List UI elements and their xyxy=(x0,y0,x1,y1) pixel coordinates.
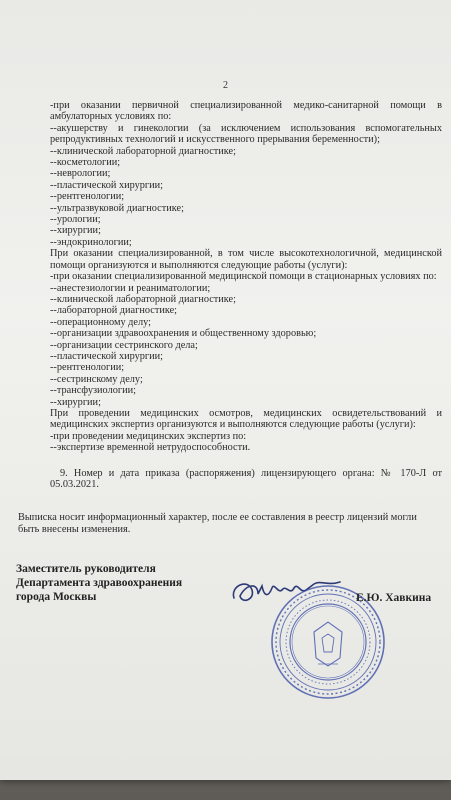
text-line: При проведении медицинских осмотров, медицинских освидетельствований и медицинских экспертиз организуются и выполняются следующие работы (услуги): xyxy=(50,407,442,431)
text-line: --клинической лабораторной диагностике; xyxy=(50,293,236,305)
text-line: --неврологии; xyxy=(50,168,111,180)
text-line: --сестринскому делу; xyxy=(50,373,143,385)
signatory-title-line: Заместитель руководителя xyxy=(16,563,156,575)
text-line: --организации сестринского дела; xyxy=(50,339,198,351)
text-line: --трансфузиологии; xyxy=(50,385,136,397)
text-line: --организации здравоохранения и общественному здоровью; xyxy=(50,328,317,340)
page-number: 2 xyxy=(223,80,228,91)
text-line: --рентгенологии; xyxy=(50,362,125,374)
document-body xyxy=(50,100,442,490)
signatory-title-line: города Москвы xyxy=(16,591,97,603)
text-line: --хирургии; xyxy=(50,396,101,408)
text-line: -при проведении медицинских экспертиз по: xyxy=(50,430,247,442)
signatory-title xyxy=(16,562,182,604)
text-line: --ультразвуковой диагностике; xyxy=(50,202,184,214)
text-line: -при оказании специализированной медицинской помощи в стационарных условиях по: xyxy=(50,271,437,283)
spacer xyxy=(50,454,442,468)
text-line: --пластической хирургии; xyxy=(50,179,164,191)
disclaimer-note: Выписка носит информационный характер, после ее составления в реестр лицензий могли быть внесены изменения. xyxy=(18,512,417,535)
signatory-title-line: Департамента здравоохранения xyxy=(16,577,183,589)
text-line: -при оказании первичной специализированной медико-санитарной помощи в амбулаторных условиях по: xyxy=(50,100,442,123)
text-line: При оказании специализированной, в том числе высокотехнологичной, медицинской помощи организуются и выполняются следующие работы (услуги): xyxy=(50,248,442,271)
text-line: --эндокринологии; xyxy=(50,236,132,248)
text-line: --операционному делу; xyxy=(50,316,152,328)
text-line: --клинической лабораторной диагностике; xyxy=(50,145,236,157)
text-line: --урологии; xyxy=(50,214,101,226)
text-line: --рентгенологии; xyxy=(50,191,125,203)
text-line: --хирургии; xyxy=(50,225,101,237)
text-line: --косметологии; xyxy=(50,157,121,169)
signatory-name: Е.Ю. Хавкина xyxy=(356,592,432,604)
text-line: --лабораторной диагностике; xyxy=(50,305,178,317)
text-line: --пластической хирургии; xyxy=(50,350,164,362)
text-line: --акушерству и гинекологии (за исключением использования вспомогательных репродуктивных технологий и искусственного прерывания беременности); xyxy=(50,122,442,146)
text-line: --экспертизе временной нетрудоспособности. xyxy=(50,442,251,454)
text-line: 9. Номер и дата приказа (распоряжения) лицензирующего органа: № 170-Л от 05.03.2021. xyxy=(50,467,442,490)
text-line: --анестезиологии и реаниматологии; xyxy=(50,282,211,294)
